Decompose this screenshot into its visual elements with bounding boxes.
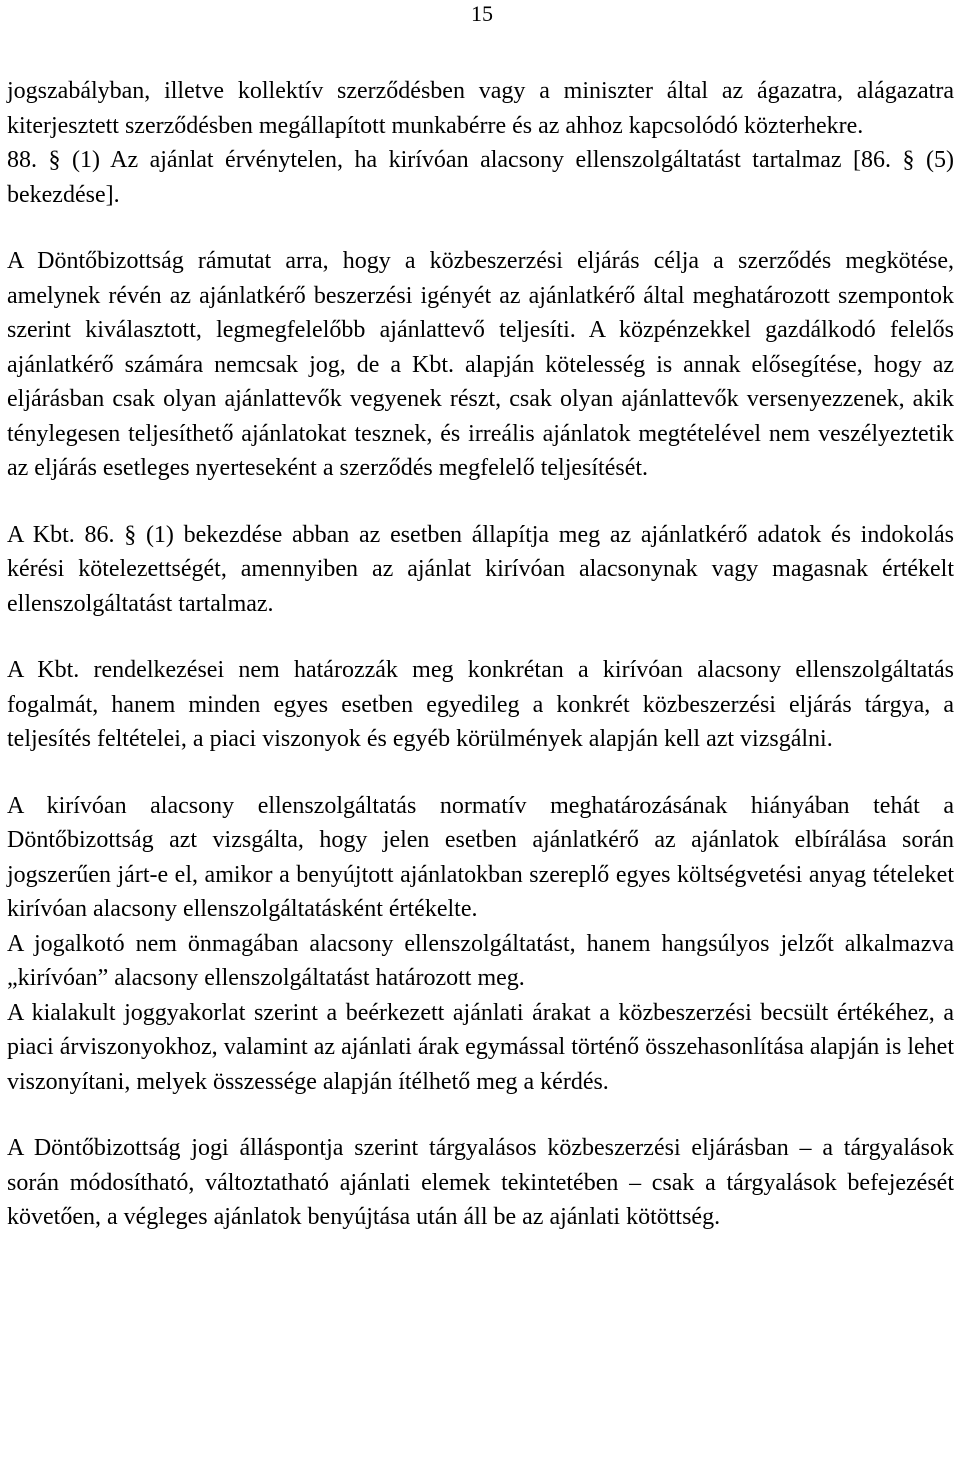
paragraph-purpose: A Döntőbizottság rámutat arra, hogy a közbeszerzési eljárás célja a szerződés megkötése, amelynek révén az ajánlatkérő beszerzési igényét az ajánlatkérő által meghatározott szempontok szerint kiválasztott, legmegfelelőbb ajánlattevő teljesíti. A közpénzekkel gazdálkodó felelős ajánlatkérő számára nemcsak jog, de a Kbt. alapján kötelesség is annak elősegítése, hogy az eljárásban csak olyan ajánlattevők vegyenek részt, csak olyan ajánlattevők versenyezzenek, akik ténylegesen teljesíthető ajánlatokat tesznek, és irreális ajánlatok megtételével nem veszélyeztetik az eljárás esetleges nyerteseként a szerződés megfelelő teljesítését. xyxy=(7,248,954,481)
paragraph-kbt-86: A Kbt. 86. § (1) bekezdése abban az esetben állapítja meg az ajánlatkérő adatok és indokolás kérési kötelezettségét, amennyiben az ajánlat kirívóan alacsonynak vagy magasnak értékelt ellenszolgáltatást tartalmaz. xyxy=(7,521,954,617)
document-body xyxy=(7,74,954,1235)
paragraph-position: A Döntőbizottság jogi álláspontja szerint tárgyalásos közbeszerzési eljárásban – a tárgyalások során módosítható, változtatható ajánlati elemek tekintetében – csak a tárgyalások befejezését követően, a végleges ajánlatok benyújtása után áll be az ajánlati kötöttség. xyxy=(7,1135,954,1230)
page-number: 15 xyxy=(471,1,493,26)
paragraph-quoted-rule: 88. § (1) Az ajánlat érvénytelen, ha kirívóan alacsony ellenszolgáltatást tartalmaz [86. § (5) bekezdése]. xyxy=(7,147,954,208)
paragraph-continuation: jogszabályban, illetve kollektív szerződésben vagy a miniszter által az ágazatra, alágazatra kiterjesztett szerződésben megállapított munkabérre és az ahhoz kapcsolódó közterhekre. xyxy=(7,78,954,139)
paragraph-practice: A kialakult joggyakorlat szerint a beérkezett ajánlati árakat a közbeszerzési becsült értékéhez, a piaci árviszonyokhoz, valamint az ajánlati árak egymással történő összehasonlítása alapján is lehet viszonyítani, melyek összessége alapján ítélhető meg a kérdés. xyxy=(7,999,954,1095)
paragraph-kbt-definition: A Kbt. rendelkezései nem határozzák meg konkrétan a kirívóan alacsony ellenszolgáltatás fogalmát, hanem minden egyes esetben egyedileg a konkrét közbeszerzési eljárás tárgya, a teljesítés feltételei, a piaci viszonyok és egyéb körülmények alapján kell azt vizsgálni. xyxy=(7,657,954,752)
paragraph-legislator: A jogalkotó nem önmagában alacsony ellenszolgáltatást, hanem hangsúlyos jelzőt alkalmazva „kirívóan” alacsony ellenszolgáltatást határozott meg. xyxy=(7,930,954,991)
paragraph-examination: A kirívóan alacsony ellenszolgáltatás normatív meghatározásának hiányában tehát a Döntőbizottság azt vizsgálta, hogy jelen esetben ajánlatkérő az ajánlatok elbírálása során jogszerűen járt-e el, amikor a benyújtott ajánlatokban szereplő egyes költségvetési anyag tételeket kirívóan alacsony ellenszolgáltatásként értékelte. xyxy=(7,792,954,922)
